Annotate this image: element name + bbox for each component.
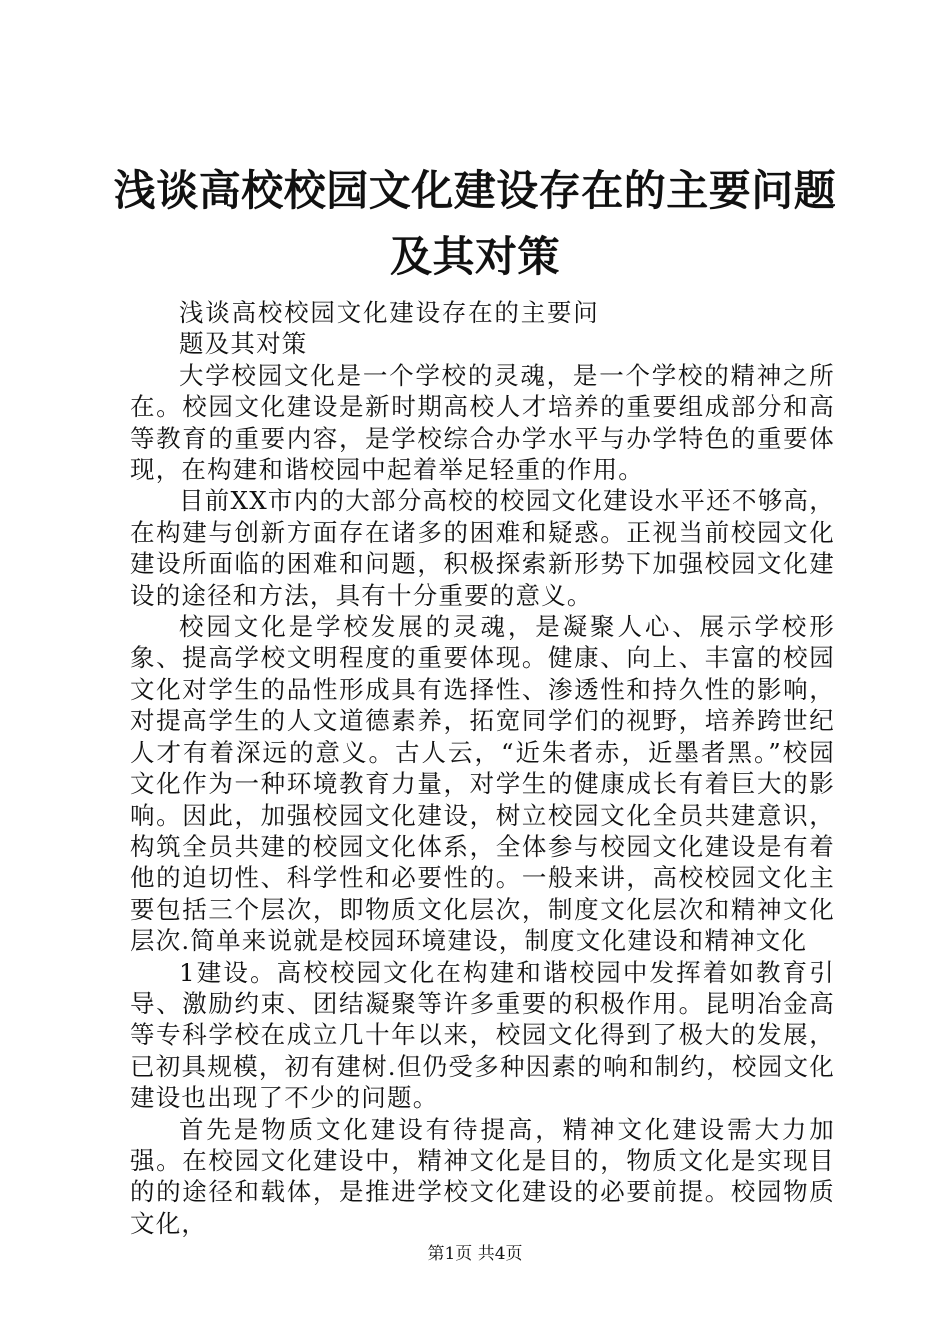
- page-footer: 第1页 共4页: [427, 1244, 523, 1264]
- paragraph: 大学校园文化是一个学校的灵魂，是一个学校的精神之所在。校园文化建设是新时期高校人才培养的重要组成部分和高等教育的重要内容，是学校综合办学水平与办学特色的重要体现，在构建和谐校园中起着举足轻重的作用。: [130, 360, 835, 485]
- paragraph: 1建设。高校校园文化在构建和谐校园中发挥着如教育引导、激励约束、团结凝聚等许多重要的积极作用。昆明冶金高等专科学校在成立几十年以来，校园文化得到了极大的发展，已初具规模，初有建树.但仍受多种因素的响和制约，校园文化建设也出现了不少的问题。: [130, 957, 835, 1113]
- paragraph: 首先是物质文化建设有待提高，精神文化建设需大力加强。在校园文化建设中，精神文化是目的，物质文化是实现目的的途径和载体，是推进学校文化建设的必要前提。校园物质文化，: [130, 1114, 835, 1238]
- paragraph: 校园文化是学校发展的灵魂，是凝聚人心、展示学校形象、提高学校文明程度的重要体现。健康、向上、丰富的校园文化对学生的品性形成具有选择性、渗透性和持久性的影响，对提高学生的人文道德素养，拓宽同学们的视野，培养跨世纪人才有着深远的意义。古人云，“近朱者赤，近墨者黑。”校园文化作为一种环境教育力量，对学生的健康成长有着巨大的影响。因此，加强校园文化建设，树立校园文化全员共建意识，构筑全员共建的校园文化体系，全体参与校园文化建设是有着他的迫切性、科学性和必要性的。一般来讲，高校校园文化主要包括三个层次，即物质文化层次，制度文化层次和精神文化层次.简单来说就是校园环境建设，制度文化建设和精神文化: [130, 612, 835, 956]
- subtitle-paragraph: 浅谈高校校园文化建设存在的主要问题及其对策: [179, 298, 599, 359]
- paragraph: 目前XX市内的大部分高校的校园文化建设水平还不够高，在构建与创新方面存在诸多的困难和疑惑。正视当前校园文化建设所面临的困难和问题，积极探索新形势下加强校园文化建设的途径和方法，具有十分重要的意义。: [130, 486, 835, 610]
- document-title: 浅谈高校校园文化建设存在的主要问题及其对策: [113, 166, 837, 281]
- document-body: [130, 297, 835, 1239]
